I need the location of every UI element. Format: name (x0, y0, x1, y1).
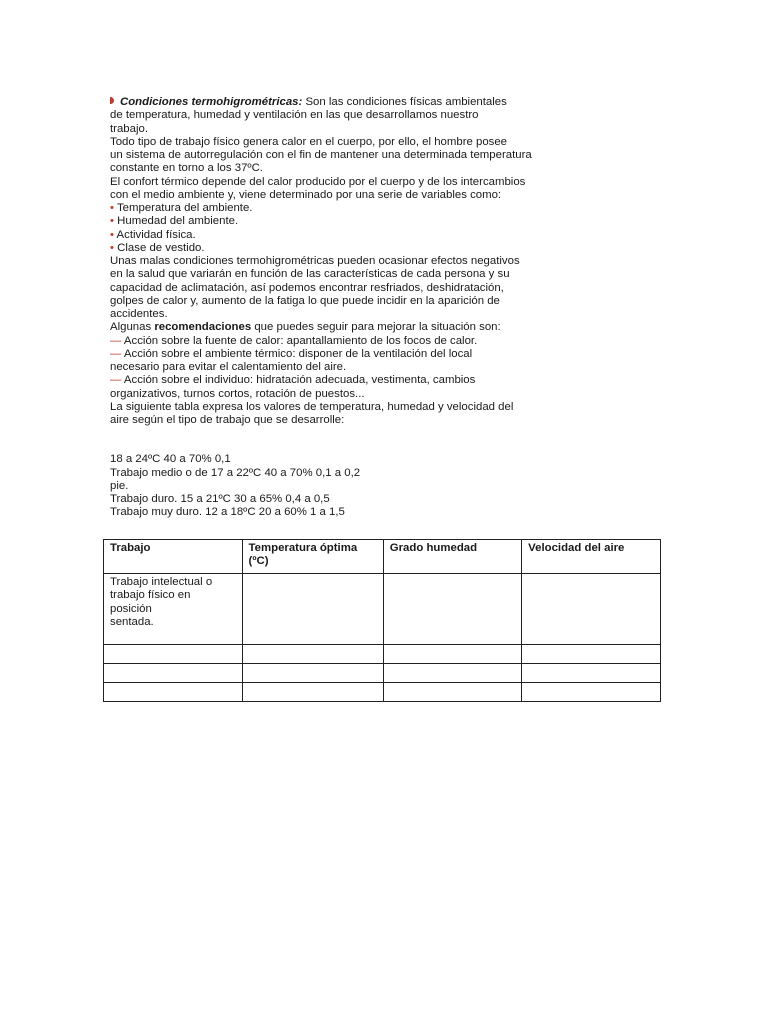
cell-line: sentada. (110, 615, 154, 628)
values-line: Trabajo duro. 15 a 21ºC 30 a 65% 0,4 a 0,5 (110, 493, 330, 505)
table-cell (383, 683, 521, 702)
values-line: Trabajo muy duro. 12 a 18ºC 20 a 60% 1 a 1,5 (110, 506, 345, 519)
table-cell (104, 645, 243, 664)
bullet-icon: • (110, 228, 114, 241)
table-cell (522, 664, 661, 683)
recommendations-pre: Algunas (110, 321, 155, 334)
table-row (104, 664, 661, 683)
cell-line: trabajo físico en (110, 589, 191, 602)
recommendation-text: Acción sobre la fuente de calor: apantallamiento de los focos de calor. (121, 334, 478, 347)
variable-item (110, 202, 560, 215)
table-intro-line: La siguiente tabla expresa los valores de temperatura, humedad y velocidad del (110, 400, 514, 413)
bullet-icon: • (110, 202, 114, 214)
effects-line: accidentes. (110, 308, 168, 320)
heading-line-3: trabajo. (110, 122, 148, 135)
header-humedad (383, 540, 521, 574)
table-cell (522, 645, 661, 664)
header-velocidad (522, 540, 661, 574)
variable-text: Actividad física. (116, 228, 196, 241)
header-text: Trabajo (110, 542, 151, 554)
table-cell (522, 574, 661, 645)
heading-title: Condiciones termohigrométricas: (120, 96, 303, 108)
bullet-icon: • (110, 215, 114, 228)
table-cell (242, 683, 383, 702)
table-row (104, 683, 661, 702)
table-cell (242, 574, 383, 645)
table-cell (104, 574, 243, 645)
recommendation-continuation: necesario para evitar el calentamiento del aire. (110, 361, 347, 373)
red-marker-icon (110, 97, 114, 104)
table-cell (242, 664, 383, 683)
effects-line: Unas malas condiciones termohigrométricas pueden ocasionar efectos negativos (110, 255, 520, 267)
effects-line: golpes de calor y, aumento de la fatiga lo que puede incidir en la aparición de (110, 294, 500, 307)
table-cell (242, 645, 383, 664)
intro-line: un sistema de autorregulación con el fin de mantener una determinada temperatura (110, 149, 532, 161)
recommendation-item (110, 348, 560, 361)
table-cell (383, 574, 521, 645)
header-trabajo (104, 540, 243, 574)
values-line: Trabajo medio o de 17 a 22ºC 40 a 70% 0,1 a 0,2 (110, 466, 361, 479)
recommendation-text: Acción sobre el individuo: hidratación adecuada, vestimenta, cambios (121, 374, 476, 387)
recommendations-post: que puedes seguir para mejorar la situación son: (251, 321, 501, 334)
table-row (104, 645, 661, 664)
heading-line (110, 96, 560, 109)
variable-text: Humedad del ambiente. (117, 215, 239, 228)
header-text: Temperatura óptima (248, 542, 358, 554)
effects-line: en la salud que variarán en función de las características de cada persona y su (110, 268, 510, 281)
table-header-row (104, 540, 661, 574)
table-cell (383, 645, 521, 664)
variable-text: Clase de vestido. (117, 241, 205, 254)
cell-line: Trabajo intelectual o (110, 576, 213, 588)
heading-lead: Son las condiciones físicas ambientales (302, 96, 507, 108)
variable-item (110, 229, 560, 242)
values-line: 18 a 24ºC 40 a 70% 0,1 (110, 453, 231, 466)
header-text: Grado humedad (389, 542, 478, 554)
cell-line: posición (110, 602, 152, 615)
bullet-icon: • (110, 241, 114, 254)
intro-line: Todo tipo de trabajo físico genera calor en el cuerpo, por ello, el hombre posee (110, 135, 508, 148)
document-body (110, 96, 560, 520)
variable-item (110, 215, 560, 228)
variable-item (110, 242, 560, 255)
dash-icon: — (110, 347, 122, 360)
spacer (110, 427, 560, 453)
table-cell (383, 664, 521, 683)
intro-line: El confort térmico depende del calor producido por el cuerpo y de los intercambios (110, 175, 526, 188)
recommendations-bold: recomendaciones (154, 321, 252, 334)
variable-text: Temperatura del ambiente. (116, 202, 253, 214)
table-row (104, 574, 661, 645)
table-cell (104, 664, 243, 683)
dash-icon: — (110, 334, 122, 347)
header-text: Velocidad del aire (528, 542, 625, 554)
effects-line: capacidad de aclimatación, así podemos encontrar resfriados, deshidratación, (110, 281, 504, 294)
header-temperatura (242, 540, 383, 574)
recommendation-item (110, 335, 560, 348)
dash-icon: — (110, 374, 122, 387)
header-text: (ºC) (248, 555, 269, 568)
conditions-table (103, 539, 661, 702)
recommendation-text: Acción sobre el ambiente térmico: disponer de la ventilación del local (121, 347, 473, 360)
intro-line: constante en torno a los 37ºC. (110, 162, 263, 175)
table-intro-line: aire según el tipo de trabajo que se desarrolle: (110, 414, 345, 426)
heading-line-2: de temperatura, humedad y ventilación en las que desarrollamos nuestro (110, 109, 479, 122)
table-cell (104, 683, 243, 702)
recommendation-item (110, 374, 560, 387)
table-cell (522, 683, 661, 702)
values-line: pie. (110, 479, 129, 492)
recommendation-continuation: organizativos, turnos cortos, rotación de puestos... (110, 387, 365, 400)
recommendations-intro (110, 321, 560, 334)
intro-line: con el medio ambiente y, viene determinado por una serie de variables como: (110, 188, 502, 201)
